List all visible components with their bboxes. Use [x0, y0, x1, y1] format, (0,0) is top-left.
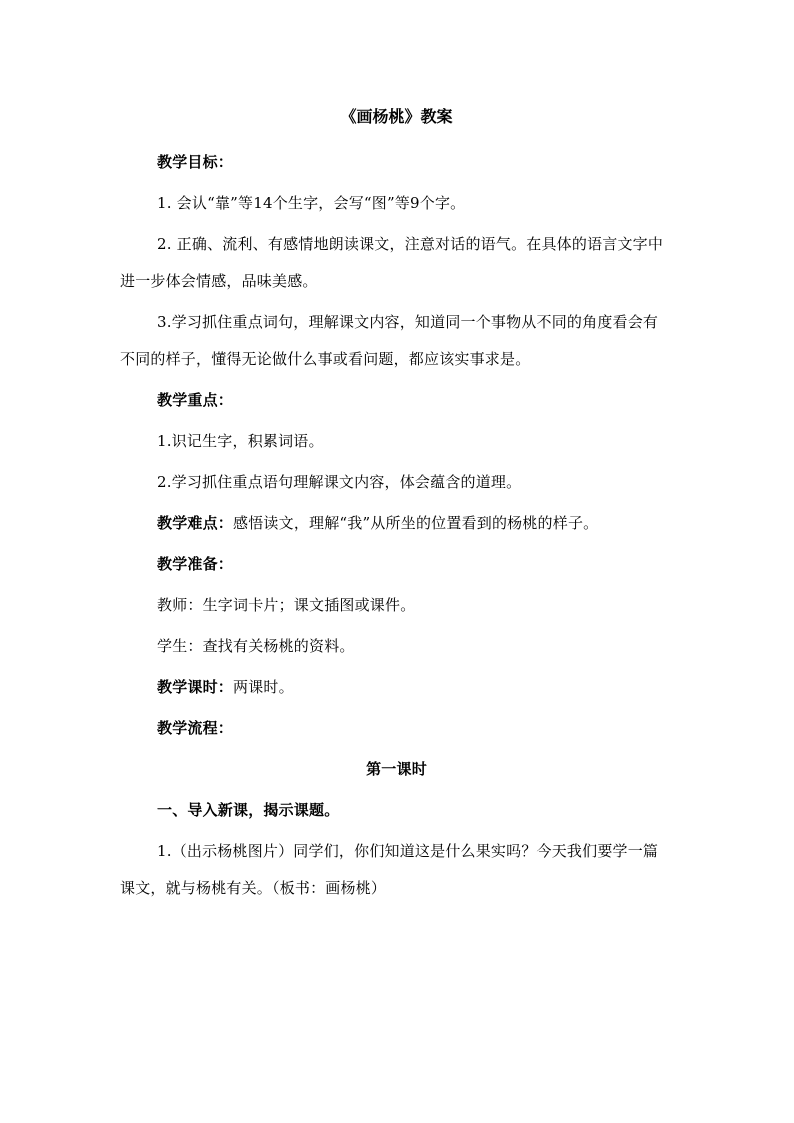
objective-1: 1. 会认“靠”等14个生字，会写“图”等9个字。	[157, 194, 466, 212]
preparation-heading: 教学准备：	[157, 555, 234, 573]
difficulty-text: 感悟读文，理解“我”从所坐的位置看到的杨桃的样子。	[233, 514, 599, 532]
intro-step-1: 1.（出示杨桃图片）同学们，你们知道这是什么果实吗？今天我们要学一篇课文，就与杨桃有关。（板书：画杨桃）	[120, 842, 659, 897]
key-points-heading: 教学重点：	[157, 391, 234, 409]
key-point-2: 2.学习抓住重点语句理解课文内容，体会蕴含的道理。	[157, 473, 522, 491]
first-lesson-heading: 第一课时	[366, 760, 427, 778]
class-hours-label: 教学课时：	[157, 678, 234, 696]
lesson-plan	[120, 102, 673, 907]
difficulty-paragraph	[120, 505, 673, 542]
class-hours-paragraph	[120, 669, 673, 706]
process-heading: 教学流程：	[157, 719, 234, 737]
student-preparation: 学生：查找有关杨桃的资料。	[157, 637, 355, 655]
key-point-1: 1.识记生字，积累词语。	[157, 432, 324, 450]
intro-heading: 一、导入新课，揭示课题。	[157, 801, 340, 819]
objective-3: 3.学习抓住重点词句，理解课文内容，知道同一个事物从不同的角度看会有不同的样子，懂得无论做什么事或看问题，都应该实事求是。	[120, 313, 659, 368]
objective-2: 2. 正确、流利、有感情地朗读课文，注意对话的语气。在具体的语言文字中进一步体会情感，品味美感。	[120, 235, 664, 290]
teacher-preparation: 教师：生字词卡片；课文插图或课件。	[157, 596, 416, 614]
difficulty-label: 教学难点：	[157, 514, 234, 532]
class-hours-text: 两课时。	[233, 678, 294, 696]
objectives-heading: 教学目标：	[157, 153, 234, 171]
document-title: 《画杨桃》教案	[340, 107, 453, 126]
